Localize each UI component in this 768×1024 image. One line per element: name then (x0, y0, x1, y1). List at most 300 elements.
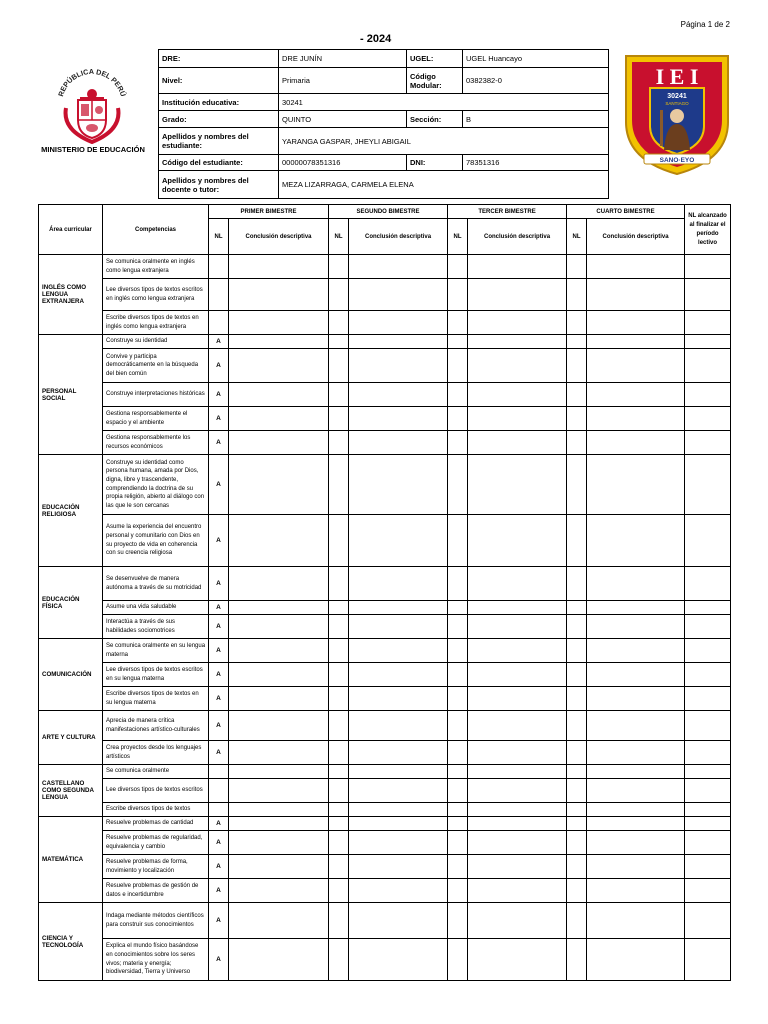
conclusion-cell (349, 255, 448, 279)
nl-cell (448, 741, 468, 765)
competencia: Construye su identidad (103, 335, 209, 349)
table-row (39, 349, 731, 383)
nl-cell (329, 255, 349, 279)
nl-cell (567, 601, 587, 615)
area-name: EDUCACIÓN FÍSICA (39, 567, 103, 639)
nl-cell (329, 335, 349, 349)
nl-bimestre-1 (209, 311, 229, 335)
competencia: Resuelve problemas de cantidad (103, 817, 209, 831)
nl-cell (448, 879, 468, 903)
nl-cell (567, 407, 587, 431)
nl-cell (329, 855, 349, 879)
nl-cell (448, 567, 468, 601)
conclusion-cell (349, 515, 448, 567)
nl-cell (567, 431, 587, 455)
nl-cell (448, 335, 468, 349)
nl-cell (448, 639, 468, 663)
table-row (39, 765, 731, 779)
nl-bimestre-1: A (209, 831, 229, 855)
nl-cell (567, 711, 587, 741)
conclusion-cell (587, 711, 685, 741)
table-row (39, 741, 731, 765)
institucion-value: 30241 (279, 94, 609, 111)
nl-final-cell (685, 567, 731, 601)
page-number: Página 1 de 2 (680, 20, 730, 29)
nl-final-cell (685, 903, 731, 939)
nl-cell (448, 939, 468, 981)
conclusion-cell (229, 349, 329, 383)
nl-cell (329, 349, 349, 383)
conclusion-cell (349, 311, 448, 335)
nl-final-cell (685, 431, 731, 455)
conclusion-cell (587, 803, 685, 817)
conclusion-cell (587, 765, 685, 779)
conclusion-cell (468, 779, 567, 803)
area-name: INGLÉS COMO LENGUA EXTRANJERA (39, 255, 103, 335)
conclusion-cell (587, 455, 685, 515)
nl-final-cell (685, 741, 731, 765)
codigo-modular-label: Código Modular: (407, 68, 463, 94)
conclusion-cell (468, 255, 567, 279)
header-conclusion: Conclusión descriptiva (349, 219, 448, 255)
nl-bimestre-1 (209, 255, 229, 279)
conclusion-cell (587, 383, 685, 407)
nl-cell (567, 279, 587, 311)
nl-bimestre-1: A (209, 407, 229, 431)
table-row (39, 803, 731, 817)
conclusion-cell (349, 765, 448, 779)
conclusion-cell (587, 879, 685, 903)
conclusion-cell (229, 335, 329, 349)
conclusion-cell (349, 615, 448, 639)
conclusion-cell (229, 903, 329, 939)
conclusion-cell (587, 615, 685, 639)
conclusion-cell (587, 407, 685, 431)
table-row (39, 567, 731, 601)
nl-bimestre-1: A (209, 639, 229, 663)
dni-value: 78351316 (463, 155, 609, 171)
nl-bimestre-1 (209, 765, 229, 779)
competencia: Escribe diversos tipos de textos (103, 803, 209, 817)
competencia: Convive y participa democráticamente en la búsqueda del bien común (103, 349, 209, 383)
header-nl: NL (209, 219, 229, 255)
nl-cell (448, 515, 468, 567)
header-nl-final: NL alcanzado al finalizar el período lectivo (685, 205, 731, 255)
conclusion-cell (468, 663, 567, 687)
conclusion-cell (468, 279, 567, 311)
table-row (39, 455, 731, 515)
table-row (39, 817, 731, 831)
conclusion-cell (229, 311, 329, 335)
nl-final-cell (685, 515, 731, 567)
conclusion-cell (587, 311, 685, 335)
conclusion-cell (468, 431, 567, 455)
table-row (39, 903, 731, 939)
grades-body (39, 255, 731, 981)
competencia: Lee diversos tipos de textos escritos (103, 779, 209, 803)
ministry-label: MINISTERIO DE EDUCACIÓN (41, 145, 145, 154)
nl-cell (329, 663, 349, 687)
table-row (39, 663, 731, 687)
table-row (39, 879, 731, 903)
competencia: Aprecia de manera crítica manifestaciones artístico-culturales (103, 711, 209, 741)
nl-bimestre-1: A (209, 663, 229, 687)
nl-final-cell (685, 639, 731, 663)
nl-cell (329, 939, 349, 981)
nl-cell (448, 903, 468, 939)
nl-final-cell (685, 279, 731, 311)
nl-bimestre-1: A (209, 349, 229, 383)
institucion-label: Institución educativa: (159, 94, 279, 111)
nl-cell (448, 407, 468, 431)
competencia: Escribe diversos tipos de textos en su lengua materna (103, 687, 209, 711)
nl-final-cell (685, 687, 731, 711)
nl-cell (448, 279, 468, 311)
nl-cell (567, 311, 587, 335)
badge-number: 30241 (667, 93, 687, 100)
table-row (39, 687, 731, 711)
area-name: MATEMÁTICA (39, 817, 103, 903)
header-bimestre-2: SEGUNDO BIMESTRE (329, 205, 448, 219)
nl-cell (448, 817, 468, 831)
conclusion-cell (468, 567, 567, 601)
ugel-label: UGEL: (407, 50, 463, 68)
conclusion-cell (468, 455, 567, 515)
competencia: Construye su identidad como persona humana, amada por Dios, digna, libre y trascendente, comprendiendo la doctrina de su propia religión, abierto al diálogo con las que le son cercanas (103, 455, 209, 515)
header-bimestre-3: TERCER BIMESTRE (448, 205, 567, 219)
header-bimestre-1: PRIMER BIMESTRE (209, 205, 329, 219)
competencia: Construye interpretaciones históricas (103, 383, 209, 407)
conclusion-cell (229, 687, 329, 711)
nl-cell (448, 455, 468, 515)
conclusion-cell (349, 817, 448, 831)
codigo-estudiante-label: Código del estudiante: (159, 155, 279, 171)
conclusion-cell (587, 349, 685, 383)
grades-table (38, 204, 731, 981)
nl-cell (448, 855, 468, 879)
competencia: Asume una vida saludable (103, 601, 209, 615)
nl-cell (329, 779, 349, 803)
conclusion-cell (587, 515, 685, 567)
nl-bimestre-1: A (209, 335, 229, 349)
nl-cell (329, 711, 349, 741)
conclusion-cell (468, 939, 567, 981)
conclusion-cell (229, 431, 329, 455)
conclusion-cell (229, 407, 329, 431)
competencia: Escribe diversos tipos de textos en inglés como lengua extranjera (103, 311, 209, 335)
table-row (39, 639, 731, 663)
conclusion-cell (587, 817, 685, 831)
header-nl: NL (329, 219, 349, 255)
competencia: Lee diversos tipos de textos escritos en su lengua materna (103, 663, 209, 687)
nl-bimestre-1: A (209, 711, 229, 741)
conclusion-cell (229, 663, 329, 687)
conclusion-cell (229, 803, 329, 817)
table-row (39, 515, 731, 567)
table-row (39, 855, 731, 879)
conclusion-cell (349, 903, 448, 939)
nl-cell (448, 383, 468, 407)
competencia: Lee diversos tipos de textos escritos en inglés como lengua extranjera (103, 279, 209, 311)
competencia: Explica el mundo físico basándose en conocimientos sobre los seres vivos; materia y energía; biodiversidad, Tierra y Universo (103, 939, 209, 981)
area-name: EDUCACIÓN RELIGIOSA (39, 455, 103, 567)
nl-final-cell (685, 311, 731, 335)
nl-cell (567, 349, 587, 383)
nl-cell (567, 639, 587, 663)
conclusion-cell (349, 687, 448, 711)
conclusion-cell (587, 567, 685, 601)
conclusion-cell (349, 383, 448, 407)
table-row (39, 335, 731, 349)
conclusion-cell (229, 879, 329, 903)
nl-cell (448, 687, 468, 711)
nl-cell (567, 903, 587, 939)
conclusion-cell (468, 639, 567, 663)
header-conclusion: Conclusión descriptiva (229, 219, 329, 255)
conclusion-cell (229, 831, 329, 855)
competencia: Gestiona responsablemente los recursos económicos (103, 431, 209, 455)
competencia: Asume la experiencia del encuentro personal y comunitario con Dios en su proyecto de vida en coherencia con su creencia religiosa (103, 515, 209, 567)
nl-cell (567, 939, 587, 981)
nl-cell (567, 779, 587, 803)
nl-cell (329, 765, 349, 779)
header-area: Área curricular (39, 205, 103, 255)
codigo-estudiante-value: 00000078351316 (279, 155, 407, 171)
conclusion-cell (229, 855, 329, 879)
nl-final-cell (685, 349, 731, 383)
nl-cell (567, 255, 587, 279)
nl-cell (448, 431, 468, 455)
nl-final-cell (685, 663, 731, 687)
conclusion-cell (468, 765, 567, 779)
conclusion-cell (587, 687, 685, 711)
conclusion-cell (587, 431, 685, 455)
conclusion-cell (349, 741, 448, 765)
conclusion-cell (468, 407, 567, 431)
codigo-modular-value: 0382382-0 (463, 68, 609, 94)
nl-final-cell (685, 817, 731, 831)
conclusion-cell (587, 831, 685, 855)
nl-bimestre-1: A (209, 741, 229, 765)
nl-cell (567, 455, 587, 515)
conclusion-cell (229, 939, 329, 981)
estudiante-label: Apellidos y nombres del estudiante: (159, 128, 279, 155)
grado-label: Grado: (159, 111, 279, 128)
dre-value: DRE JUNÍN (279, 50, 407, 68)
conclusion-cell (468, 687, 567, 711)
table-row (39, 601, 731, 615)
nl-cell (448, 255, 468, 279)
nl-cell (567, 831, 587, 855)
nl-bimestre-1: A (209, 455, 229, 515)
badge-ribbon: SANTIAGO (665, 101, 689, 106)
conclusion-cell (587, 639, 685, 663)
nl-cell (567, 879, 587, 903)
conclusion-cell (587, 601, 685, 615)
conclusion-cell (349, 639, 448, 663)
area-name: CIENCIA Y TECNOLOGÍA (39, 903, 103, 981)
badge-letters: I E I (655, 64, 699, 89)
nl-cell (329, 407, 349, 431)
conclusion-cell (468, 903, 567, 939)
conclusion-cell (229, 601, 329, 615)
nl-cell (448, 601, 468, 615)
nl-bimestre-1: A (209, 431, 229, 455)
conclusion-cell (349, 279, 448, 311)
nl-bimestre-1: A (209, 383, 229, 407)
conclusion-cell (468, 855, 567, 879)
conclusion-cell (468, 349, 567, 383)
nl-cell (329, 601, 349, 615)
conclusion-cell (349, 939, 448, 981)
nl-cell (448, 663, 468, 687)
nl-cell (329, 903, 349, 939)
conclusion-cell (468, 741, 567, 765)
conclusion-cell (587, 255, 685, 279)
nl-final-cell (685, 601, 731, 615)
estudiante-value: YARANGA GASPAR, JHEYLI ABIGAIL (279, 128, 609, 155)
conclusion-cell (587, 741, 685, 765)
nivel-label: Nivel: (159, 68, 279, 94)
ugel-value: UGEL Huancayo (463, 50, 609, 68)
conclusion-cell (349, 779, 448, 803)
nl-cell (329, 279, 349, 311)
conclusion-cell (468, 831, 567, 855)
nl-cell (329, 311, 349, 335)
area-name: CASTELLANO COMO SEGUNDA LENGUA (39, 765, 103, 817)
report-year-title: - 2024 (360, 33, 392, 45)
competencia: Se comunica oralmente en su lengua materna (103, 639, 209, 663)
nl-cell (567, 741, 587, 765)
nl-cell (329, 383, 349, 407)
student-info-table (158, 49, 609, 199)
conclusion-cell (229, 515, 329, 567)
nl-bimestre-1: A (209, 601, 229, 615)
table-row (39, 939, 731, 981)
docente-value: MEZA LIZARRAGA, CARMELA ELENA (279, 171, 609, 199)
nl-cell (329, 639, 349, 663)
conclusion-cell (587, 279, 685, 311)
conclusion-cell (587, 855, 685, 879)
conclusion-cell (229, 639, 329, 663)
conclusion-cell (468, 311, 567, 335)
conclusion-cell (349, 455, 448, 515)
conclusion-cell (468, 383, 567, 407)
conclusion-cell (349, 601, 448, 615)
nl-final-cell (685, 831, 731, 855)
nl-bimestre-1: A (209, 817, 229, 831)
nl-final-cell (685, 711, 731, 741)
competencia: Se desenvuelve de manera autónoma a través de su motricidad (103, 567, 209, 601)
competencia: Gestiona responsablemente el espacio y el ambiente (103, 407, 209, 431)
conclusion-cell (349, 349, 448, 383)
table-row (39, 279, 731, 311)
table-row (39, 255, 731, 279)
nl-cell (448, 311, 468, 335)
nl-cell (448, 765, 468, 779)
conclusion-cell (349, 803, 448, 817)
conclusion-cell (349, 407, 448, 431)
nl-cell (567, 855, 587, 879)
table-row (39, 779, 731, 803)
nl-bimestre-1: A (209, 515, 229, 567)
conclusion-cell (587, 779, 685, 803)
header-conclusion: Conclusión descriptiva (468, 219, 567, 255)
nl-cell (329, 803, 349, 817)
competencia: Interactúa a través de sus habilidades sociomotrices (103, 615, 209, 639)
conclusion-cell (229, 279, 329, 311)
nl-cell (329, 567, 349, 601)
seccion-label: Sección: (407, 111, 463, 128)
header-nl: NL (567, 219, 587, 255)
nl-cell (329, 817, 349, 831)
conclusion-cell (349, 431, 448, 455)
nl-cell (567, 817, 587, 831)
conclusion-cell (349, 663, 448, 687)
conclusion-cell (349, 855, 448, 879)
conclusion-cell (349, 335, 448, 349)
nl-cell (448, 831, 468, 855)
nl-final-cell (685, 879, 731, 903)
competencia: Indaga mediante métodos científicos para construir sus conocimientos (103, 903, 209, 939)
conclusion-cell (229, 817, 329, 831)
nl-bimestre-1: A (209, 855, 229, 879)
nl-cell (448, 615, 468, 639)
nl-cell (567, 615, 587, 639)
nl-cell (567, 567, 587, 601)
conclusion-cell (229, 383, 329, 407)
header-conclusion: Conclusión descriptiva (587, 219, 685, 255)
nl-bimestre-1: A (209, 567, 229, 601)
table-row (39, 383, 731, 407)
nl-bimestre-1 (209, 279, 229, 311)
nl-cell (329, 515, 349, 567)
header-bimestre-4: CUARTO BIMESTRE (567, 205, 685, 219)
area-name: COMUNICACIÓN (39, 639, 103, 711)
competencia: Resuelve problemas de gestión de datos e incertidumbre (103, 879, 209, 903)
conclusion-cell (468, 601, 567, 615)
badge-bottom: SANO·EYO (659, 157, 695, 164)
nl-bimestre-1 (209, 803, 229, 817)
competencia: Se comunica oralmente (103, 765, 209, 779)
nl-cell (329, 741, 349, 765)
conclusion-cell (587, 663, 685, 687)
conclusion-cell (587, 939, 685, 981)
nl-cell (567, 803, 587, 817)
nl-cell (329, 831, 349, 855)
table-row (39, 831, 731, 855)
conclusion-cell (587, 903, 685, 939)
header-nl: NL (448, 219, 468, 255)
conclusion-cell (229, 255, 329, 279)
conclusion-cell (229, 455, 329, 515)
dni-label: DNI: (407, 155, 463, 171)
nl-cell (329, 431, 349, 455)
conclusion-cell (229, 765, 329, 779)
table-row (39, 711, 731, 741)
nl-final-cell (685, 615, 731, 639)
nl-final-cell (685, 803, 731, 817)
dre-label: DRE: (159, 50, 279, 68)
nl-final-cell (685, 939, 731, 981)
nl-cell (448, 349, 468, 383)
nl-final-cell (685, 765, 731, 779)
seccion-value: B (463, 111, 609, 128)
nl-final-cell (685, 455, 731, 515)
nl-cell (329, 687, 349, 711)
nl-cell (448, 711, 468, 741)
conclusion-cell (468, 817, 567, 831)
